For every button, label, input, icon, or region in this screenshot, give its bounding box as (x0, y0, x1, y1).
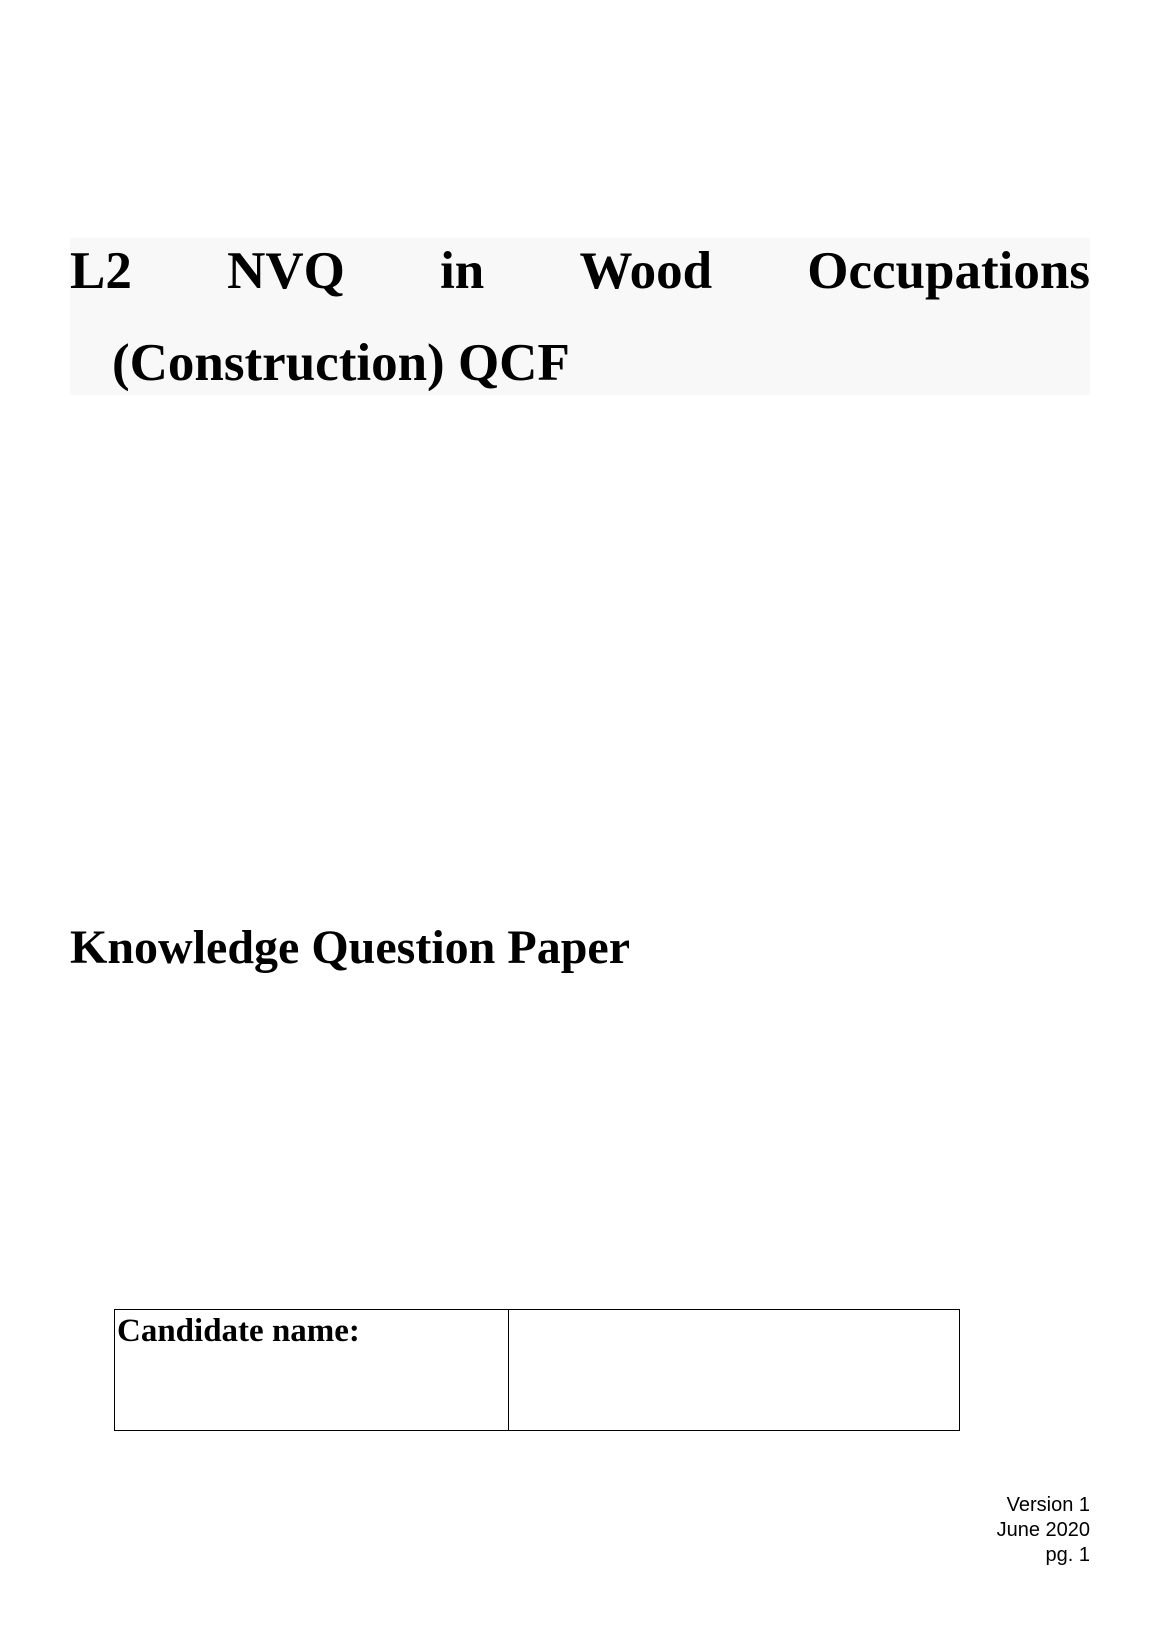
title-word: Occupations (807, 242, 1090, 300)
title-word: Wood (579, 242, 713, 300)
candidate-name-table (114, 1309, 960, 1431)
document-title (70, 238, 1090, 395)
title-word: NVQ (227, 242, 345, 300)
date-text: June 2020 (996, 1519, 1090, 1541)
title-line-1 (70, 238, 1090, 304)
page-number: pg. 1 (1045, 1544, 1090, 1566)
title-word: L2 (70, 242, 132, 300)
title-word: in (440, 242, 485, 300)
document-subtitle: Knowledge Question Paper (70, 921, 630, 974)
page-footer (997, 1493, 1090, 1568)
table-row (115, 1310, 960, 1431)
candidate-name-label: Candidate name: (115, 1310, 509, 1431)
candidate-name-field[interactable] (508, 1310, 959, 1431)
version-text: Version 1 (1006, 1494, 1090, 1516)
title-line-2: (Construction) QCF (112, 334, 570, 392)
